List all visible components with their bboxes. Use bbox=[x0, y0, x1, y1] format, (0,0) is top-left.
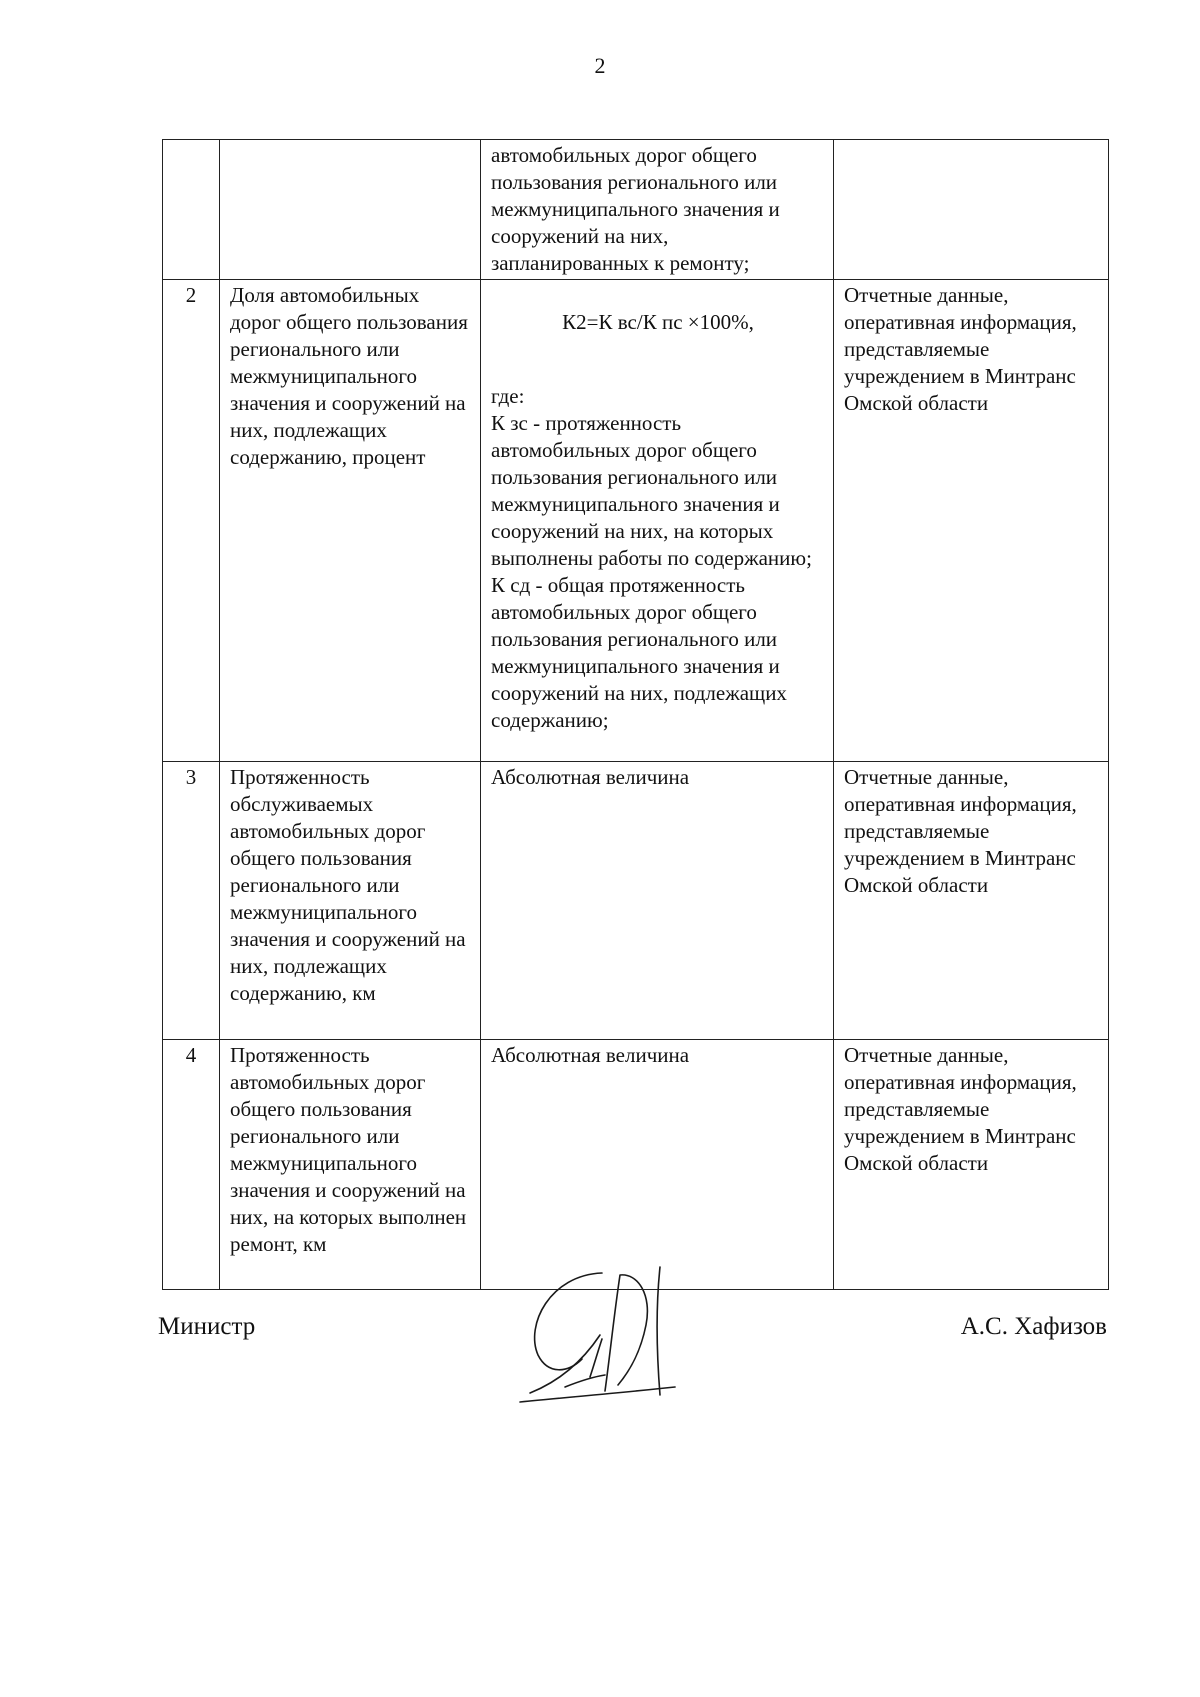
formula-legend: где: К зс - протяженность автомобильных дорог общего пользования регионального или межмуниципального значения и сооружений на них, на которых выполнены работы по содержанию; К сд - общая протяженность автомобильных дорог общего пользования регионального или межмуниципального значения и сооружений на них, подлежащих содержанию; bbox=[491, 384, 812, 732]
calculation-method: Абсолютная величина bbox=[481, 1040, 834, 1290]
page-number: 2 bbox=[594, 53, 606, 78]
table-row bbox=[163, 280, 1109, 762]
indicator-name: Доля автомобильных дорог общего пользования регионального или межмуниципального значения и сооружений на них, подлежащих содержанию, процент bbox=[220, 280, 481, 762]
indicator-name bbox=[220, 140, 481, 280]
calculation-method bbox=[481, 280, 834, 762]
table-row bbox=[163, 140, 1109, 280]
data-source bbox=[834, 140, 1109, 280]
calculation-method: автомобильных дорог общего пользования регионального или межмуниципального значения и сооружений на них, запланированных к ремонту; bbox=[481, 140, 834, 280]
table-row bbox=[163, 762, 1109, 1040]
signature-icon bbox=[510, 1255, 730, 1405]
data-source: Отчетные данные, оперативная информация, представляемые учреждением в Минтранс Омской области bbox=[834, 1040, 1109, 1290]
signatory-position: Министр bbox=[158, 1313, 256, 1340]
table-row bbox=[163, 1040, 1109, 1290]
row-number bbox=[163, 140, 220, 280]
row-number: 4 bbox=[163, 1040, 220, 1290]
calculation-method: Абсолютная величина bbox=[481, 762, 834, 1040]
indicator-name: Протяженность автомобильных дорог общего пользования регионального или межмуниципального значения и сооружений на них, на которых выполнен ремонт, км bbox=[220, 1040, 481, 1290]
formula: К2=К вс/К пс ×100%, bbox=[562, 310, 754, 334]
row-number: 3 bbox=[163, 762, 220, 1040]
signatory-name: А.С. Хафизов bbox=[960, 1313, 1107, 1340]
indicator-name: Протяженность обслуживаемых автомобильных дорог общего пользования регионального или межмуниципального значения и сооружений на них, подлежащих содержанию, км bbox=[220, 762, 481, 1040]
row-number: 2 bbox=[163, 280, 220, 762]
indicators-table bbox=[162, 139, 1109, 1290]
data-source: Отчетные данные, оперативная информация, представляемые учреждением в Минтранс Омской области bbox=[834, 280, 1109, 762]
data-source: Отчетные данные, оперативная информация, представляемые учреждением в Минтранс Омской области bbox=[834, 762, 1109, 1040]
